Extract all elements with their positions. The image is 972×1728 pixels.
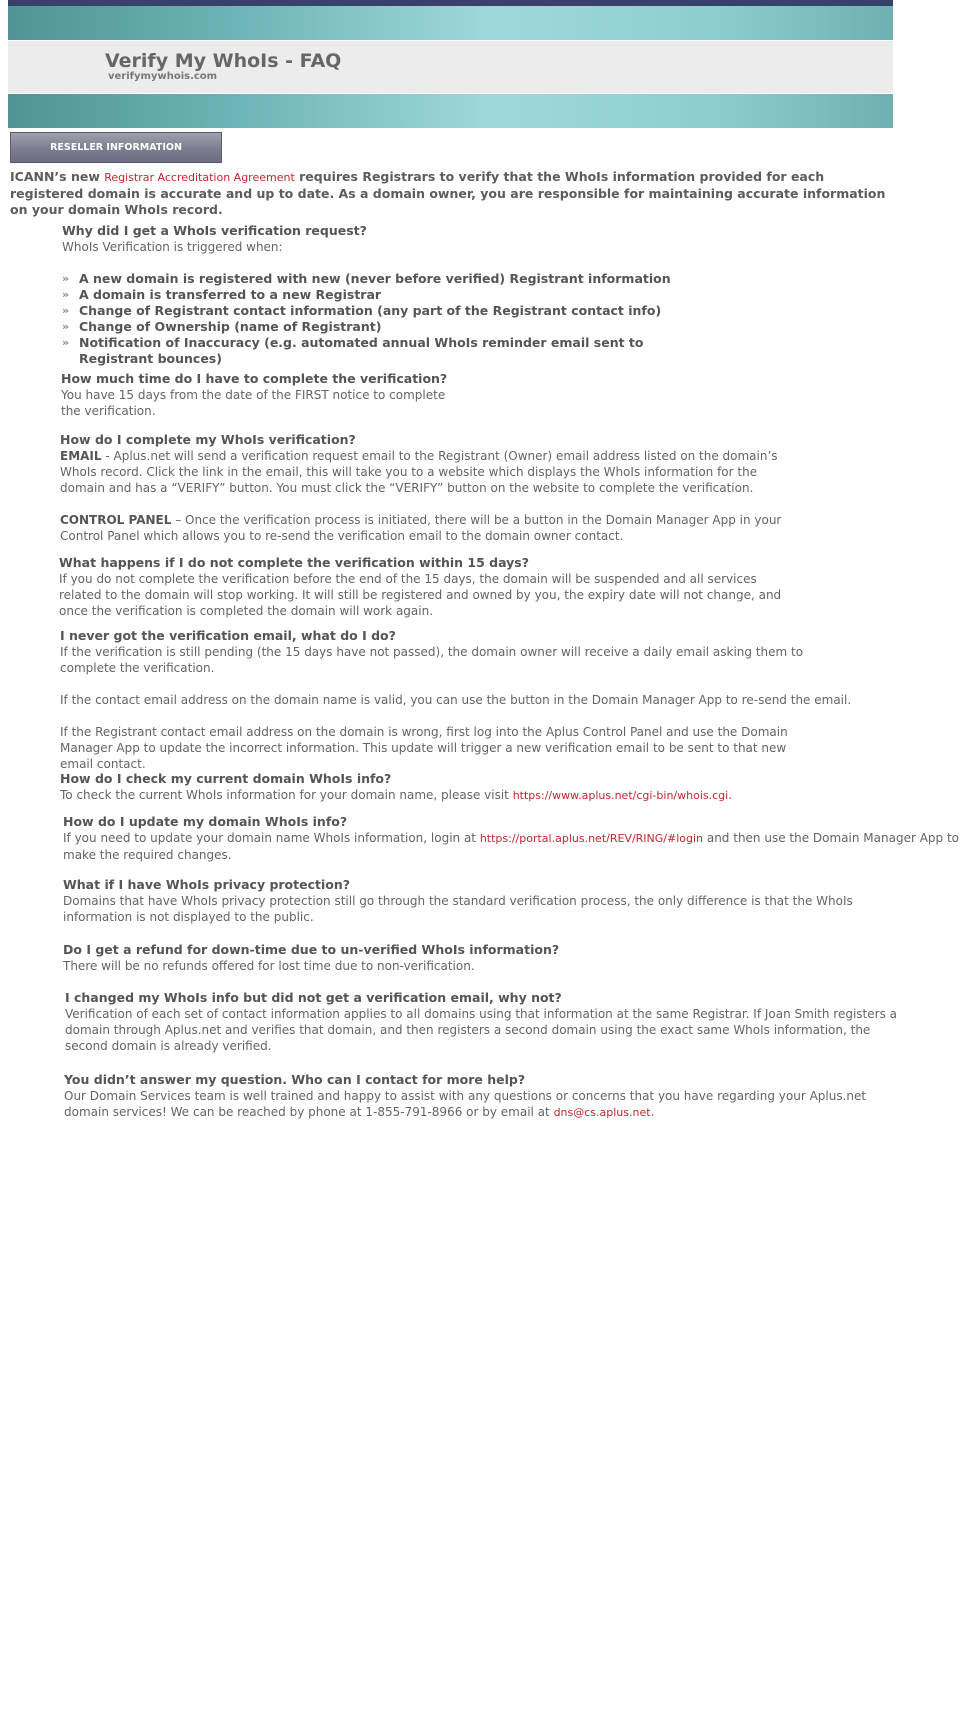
- faq-answer-refund: There will be no refunds offered for lost time due to non-verification.: [63, 959, 475, 973]
- faq-question-refund: Do I get a refund for down-time due to un-verified WhoIs information?: [63, 942, 560, 957]
- faq-answer-why: WhoIs Verification is triggered when:: [62, 240, 283, 254]
- update-text: If you need to update your domain name WhoIs information, login at: [63, 831, 480, 845]
- control-panel-label: CONTROL PANEL: [60, 513, 172, 527]
- faq-question-why: Why did I get a WhoIs verification request?: [62, 223, 367, 238]
- email-label: EMAIL: [60, 449, 102, 463]
- faq-answer-check: [60, 787, 860, 804]
- faq-answer-contact: [64, 1088, 904, 1121]
- faq-answer-never-got-2: If the contact email address on the domain name is valid, you can use the button in the Domain Manager App to re-send the email.: [60, 693, 852, 707]
- chevron-right-icon: »: [62, 320, 70, 333]
- whois-lookup-link[interactable]: https://www.aplus.net/cgi-bin/whois.cgi: [512, 789, 729, 802]
- faq-question-never-got: I never got the verification email, what do I do?: [60, 628, 396, 643]
- update-end: and then use the Domain Manager App to make the required changes.: [63, 831, 960, 862]
- email-text: - Aplus.net will send a verification request email to the Registrant (Owner) email address listed on the domain’s WhoIs record. Click the link in the email, this will take you to a website which displays the WhoIs information for the domain and has a “VERIFY” button. You must click the “VERIFY” button on the website to complete the verification.: [60, 449, 778, 495]
- list-item: [62, 335, 692, 367]
- faq-answer-not-complete: If you do not complete the verification before the end of the 15 days, the domain will be suspended and all services related to the domain will stop working. It will still be registered and owned by you, the expiry date will not change, and once the verification is completed the domain will work again.: [59, 572, 782, 618]
- contact-end: .: [650, 1105, 655, 1119]
- faq-question-complete: How do I complete my WhoIs verification?: [60, 432, 356, 447]
- reason-text: A domain is transferred to a new Registrar: [79, 287, 382, 302]
- faq-question-not-complete: What happens if I do not complete the verification within 15 days?: [59, 555, 529, 570]
- reason-text: Notification of Inaccuracy (e.g. automated annual WhoIs reminder email sent to Registrant bounces): [79, 335, 644, 366]
- reason-text: Change of Registrant contact information (any part of the Registrant contact info): [79, 303, 662, 318]
- chevron-right-icon: »: [62, 288, 70, 301]
- faq-answer-control-panel: [60, 512, 820, 544]
- contact-text: Our Domain Services team is well trained and happy to assist with any questions or concerns that you have regarding your Aplus.net domain services! We can be reached by phone at 1-855-791-8966 or by email at: [64, 1089, 867, 1119]
- reason-text: Change of Ownership (name of Registrant): [79, 319, 382, 334]
- faq-question-check: How do I check my current domain WhoIs info?: [60, 771, 392, 786]
- faq-question-update: How do I update my domain WhoIs info?: [63, 814, 348, 829]
- faq-question-changed: I changed my WhoIs info but did not get a verification email, why not?: [65, 990, 562, 1005]
- registrar-agreement-link[interactable]: Registrar Accreditation Agreement: [104, 171, 295, 184]
- chevron-right-icon: »: [62, 336, 70, 349]
- intro-prefix: ICANN’s new: [10, 169, 105, 184]
- faq-question-contact: You didn’t answer my question. Who can I contact for more help?: [64, 1072, 526, 1087]
- site-domain: verifymywhois.com: [108, 71, 218, 82]
- intro-paragraph: [10, 169, 900, 218]
- chevron-right-icon: »: [62, 304, 70, 317]
- support-email-link[interactable]: dns@cs.aplus.net: [553, 1106, 651, 1119]
- faq-answer-update: [63, 830, 963, 863]
- trigger-reasons-list: [62, 271, 692, 367]
- faq-answer-privacy: Domains that have WhoIs privacy protection still go through the standard verification process, the only difference is that the WhoIs information is not displayed to the public.: [63, 894, 853, 924]
- faq-answer-never-got-1: If the verification is still pending (the 15 days have not passed), the domain owner will receive a daily email asking them to complete the verification.: [60, 645, 804, 675]
- chevron-right-icon: »: [62, 272, 70, 285]
- header-banner: [8, 0, 893, 128]
- list-item: [62, 287, 692, 303]
- faq-answer-email: [60, 448, 800, 496]
- list-item: [62, 303, 692, 319]
- control-panel-text: – Once the verification process is initiated, there will be a button in the Domain Manager App in your Control Panel which allows you to re-send the verification email to the domain owner contact.: [60, 513, 782, 543]
- reseller-information-button[interactable]: RESELLER INFORMATION: [10, 132, 222, 163]
- faq-question-time: How much time do I have to complete the verification?: [61, 371, 448, 386]
- list-item: [62, 319, 692, 335]
- intro-suffix: requires Registrars to verify that the WhoIs information provided for each registered domain is accurate and up to date. As a domain owner, you are responsible for maintaining accurate information on your domain WhoIs record.: [10, 169, 886, 217]
- check-end: .: [728, 788, 733, 802]
- faq-answer-time: You have 15 days from the date of the FIRST notice to complete the verification.: [61, 388, 446, 418]
- list-item: [62, 271, 692, 287]
- portal-login-link[interactable]: https://portal.aplus.net/REV/RING/#login: [479, 832, 704, 845]
- reason-text: A new domain is registered with new (never before verified) Registrant information: [79, 271, 671, 286]
- faq-question-privacy: What if I have WhoIs privacy protection?: [63, 877, 351, 892]
- faq-answer-changed: Verification of each set of contact information applies to all domains using that information at the same Registrar. If Joan Smith registers a domain through Aplus.net and verifies that domain, and then registers a second domain using the exact same WhoIs information, the second domain is already verified.: [65, 1007, 898, 1053]
- check-text: To check the current WhoIs information for your domain name, please visit: [60, 788, 513, 802]
- header-top-stripe: [8, 0, 893, 6]
- faq-answer-never-got-3: If the Registrant contact email address on the domain is wrong, first log into the Aplus Control Panel and use the Domain Manager App to update the incorrect information. This update will trigger a new verification email to be sent to that new email contact.: [60, 725, 788, 771]
- page-title: Verify My WhoIs - FAQ: [105, 50, 342, 72]
